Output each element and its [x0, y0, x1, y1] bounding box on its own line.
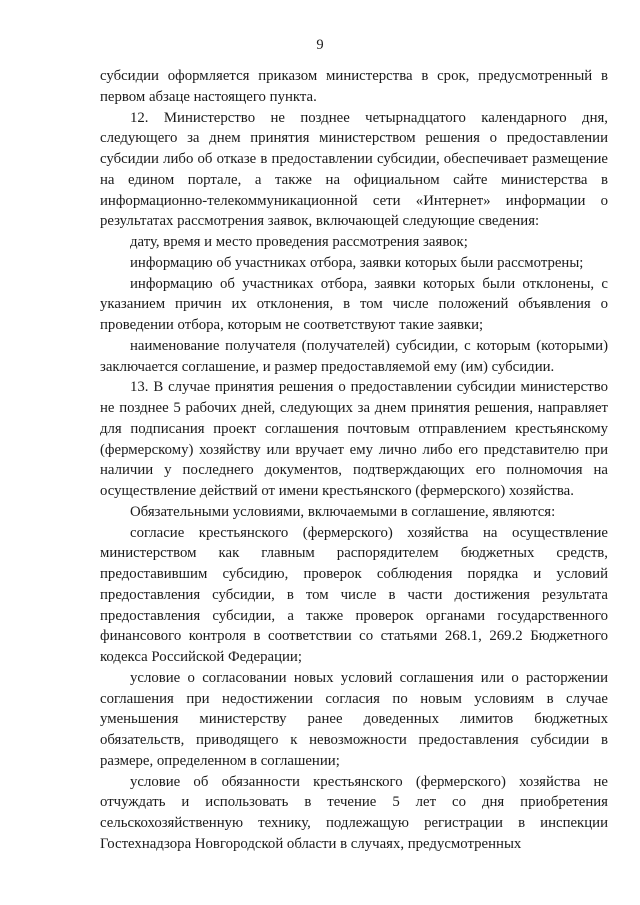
paragraph-consent-condition: согласие крестьянского (фермерского) хозяйства на осуществление министерством как главным распорядителем бюджетных средств, предоставившим субсидию, проверок соблюдения порядка и условий предоставления субсидии, в том числе в части достижения результата предоставления субсидии, а также проверок органами государственного финансового контроля в соответствии со статьями 268.1, 269.2 Бюджетного кодекса Российской Федерации; — [100, 524, 608, 665]
paragraph-considered-participants: информацию об участниках отбора, заявки которых были рассмотрены; — [130, 254, 584, 271]
paragraph-new-terms-condition: условие о согласовании новых условий соглашения или о расторжении соглашения при недостижении согласия по новым условиям в случае уменьшения министерству ранее доведенных лимитов бюджетных обязательств, приводящего к невозможности предоставления субсидии в размере, определенном в соглашении; — [100, 669, 608, 769]
document-body — [100, 66, 608, 855]
page-number: 9 — [316, 37, 324, 53]
paragraph-obligation-condition: условие об обязанности крестьянского (фермерского) хозяйства не отчуждать и использовать в течение 5 лет со дня приобретения сельскохозяйственную технику, подлежащую регистрации в инспекции Гостехнадзора Новгородской области в случаях, предусмотренных — [100, 773, 608, 852]
paragraph-date-time-place: дату, время и место проведения рассмотрения заявок; — [130, 234, 468, 250]
paragraph-recipient-name: наименование получателя (получателей) субсидии, с которым (которыми) заключается соглашение, и размер предоставляемой ему (им) субсидии. — [100, 337, 608, 375]
paragraph-item-12: 12. Министерство не позднее четырнадцатого календарного дня, следующего за днем принятия министерством решения о предоставлении субсидии либо об отказе в предоставлении субсидии, обеспечивает размещение на едином портале, а также на официальном сайте министерства в информационно-телекоммуникационной сети «Интернет» информации о результатах рассмотрения заявок, включающей следующие сведения: — [100, 109, 608, 230]
paragraph-item-13: 13. В случае принятия решения о предоставлении субсидии министерство не позднее 5 рабочих дней, следующих за днем принятия решения, направляет для подписания проект соглашения почтовым отправлением крестьянскому (фермерскому) хозяйству или вручает ему лично либо его представителю при наличии у последнего документов, подтверждающих его полномочия на осуществление действий от имени крестьянского (фермерского) хозяйства. — [100, 379, 608, 499]
paragraph-continuation: субсидии оформляется приказом министерства в срок, предусмотренный в первом абзаце настоящего пункта. — [100, 68, 608, 105]
paragraph-mandatory-conditions: Обязательными условиями, включаемыми в соглашение, являются: — [130, 503, 556, 520]
paragraph-rejected-participants: информацию об участниках отбора, заявки которых были отклонены, с указанием причин их отклонения, в том числе положений объявления о проведении отбора, которым не соответствуют такие заявки; — [100, 275, 608, 333]
